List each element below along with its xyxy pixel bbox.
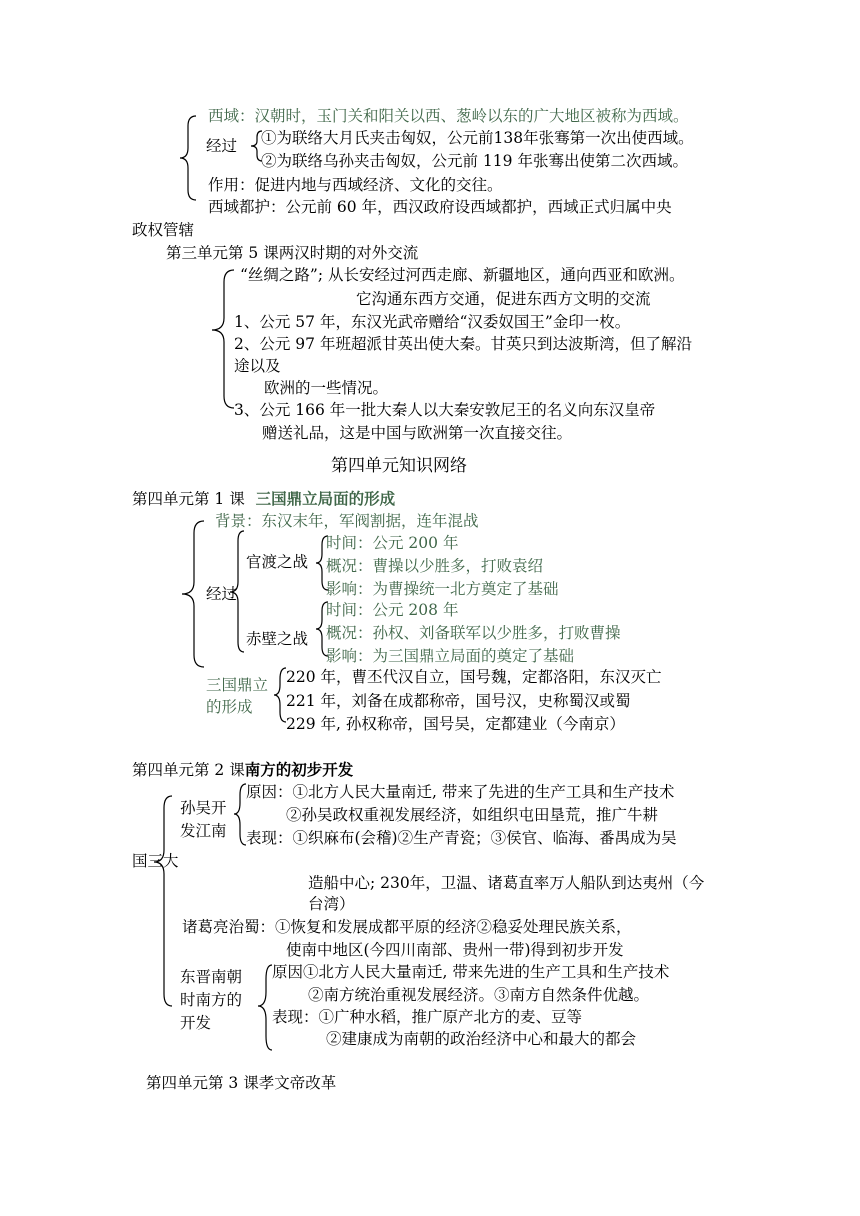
- lesson2-heading: [132, 760, 353, 780]
- lesson3-title: 第四单元第 3 课孝文帝改革: [146, 1074, 337, 1092]
- lesson2-title: 南方的初步开发: [244, 760, 354, 779]
- exchange-point-3-cont: 赠送礼品，这是中国与欧洲第一次直接交往。: [262, 424, 573, 442]
- guandu-impact: 影响：为曹操统一北方奠定了基础: [326, 580, 559, 598]
- silk-road-line2: 它沟通东西方交通，促进东西方文明的交流: [356, 290, 651, 308]
- lesson1-prefix: 第四单元第 1 课: [132, 490, 245, 508]
- sunwu-label-a: 孙吴开: [180, 799, 227, 817]
- lesson-title-3-5: 第三单元第 5 课两汉时期的对外交流: [166, 244, 419, 262]
- sunwu-reason-2: ②孙吴政权重视发展经济，如组织屯田垦荒，推广牛耕: [286, 806, 659, 824]
- l1-beijing: 背景：东汉末年，军阀割据，连年混战: [215, 512, 479, 530]
- dongjin-performance-1: 表现：①广种水稻，推广原产北方的麦、豆等: [272, 1008, 583, 1026]
- sunwu-performance: 表现：①织麻布(会稽)②生产青瓷；③侯官、临海、番禺成为吴: [246, 829, 677, 847]
- shipbuilding-line2: 台湾）: [308, 895, 355, 913]
- sunwu-reason-1: 原因：①北方人民大量南迁, 带来了先进的生产工具和生产技术: [246, 783, 675, 801]
- sanguo-fragment: 国三大: [132, 852, 179, 870]
- dongjin-reason-1: 原因①北方人民大量南迁, 带来先进的生产工具和生产技术: [272, 963, 670, 981]
- xiyu-jingguo-label: 经过: [206, 137, 238, 155]
- xiyu-duhu-cont: 政权管辖: [132, 221, 195, 239]
- sunwu-label-b: 发江南: [180, 822, 227, 840]
- formation-shu: 221 年，刘备在成都称帝，国号汉，史称蜀汉或蜀: [286, 692, 631, 710]
- formation-wei: 220 年，曹丕代汉自立，国号魏，定都洛阳，东汉灭亡: [286, 668, 662, 686]
- guandu-overview: 概况：曹操以少胜多，打败袁绍: [326, 557, 544, 575]
- unit4-title: 第四单元知识网络: [331, 456, 467, 476]
- zhuge-liang-line2: 使南中地区(今四川南部、贵州一带)得到初步开发: [286, 941, 624, 959]
- brace-sunwu: [234, 784, 246, 845]
- formation-label-b: 的形成: [206, 698, 253, 716]
- guandu-label: 官渡之战: [246, 553, 309, 571]
- dongjin-reason-2: ②南方统治重视发展经济。③南方自然条件优越。: [308, 986, 650, 1004]
- brace-dongjin: [258, 965, 272, 1050]
- dongjin-performance-2: ②建康成为南朝的政治经济中心和最大的都会: [326, 1030, 637, 1048]
- brace-l2-main: [154, 796, 172, 1006]
- exchange-point-3: 3、公元 166 年一批大秦人以大秦安敦尼王的名义向东汉皇帝: [234, 401, 656, 419]
- lesson1-title: 三国鼎立局面的形成: [255, 489, 396, 508]
- brace-xiyu: [180, 116, 196, 200]
- brace-silk: [212, 270, 234, 408]
- formation-wu: 229 年, 孙权称帝，国号吴，定都建业（今南京）: [286, 715, 625, 733]
- chibi-impact: 影响：为三国鼎立局面的奠定了基础: [326, 647, 575, 665]
- xiyu-definition: 西域：汉朝时，玉门关和阳关以西、葱岭以东的广大地区被称为西域。: [208, 107, 689, 125]
- dongjin-label-a: 东晋南朝: [180, 968, 243, 986]
- chibi-overview: 概况：孙权、刘备联军以少胜多，打败曹操: [326, 624, 621, 642]
- chibi-label: 赤壁之战: [246, 630, 309, 648]
- guandu-time: 时间：公元 200 年: [326, 534, 459, 552]
- zhuge-liang-line1: 诸葛亮治蜀：①恢复和发展成都平原的经济②稳妥处理民族关系，: [182, 918, 632, 936]
- dongjin-label-c: 开发: [180, 1014, 212, 1032]
- chibi-time: 时间：公元 208 年: [326, 601, 459, 619]
- zhangqian-second-mission: ②为联络乌孙夹击匈奴，公元前 119 年张骞出使第二次西域。: [261, 152, 688, 170]
- brace-formation: [274, 668, 286, 722]
- exchange-point-2: 2、公元 97 年班超派甘英出使大秦。甘英只到达波斯湾，但了解沿: [234, 335, 692, 353]
- formation-label-a: 三国鼎立: [206, 676, 269, 694]
- exchange-point-1: 1、公元 57 年，东汉光武帝赠给“汉委奴国王”金印一枚。: [234, 313, 631, 331]
- brace-l1-main: [182, 521, 204, 667]
- xiyu-zuoyong: 作用：促进内地与西域经济、文化的交往。: [208, 176, 503, 194]
- shipbuilding-line1: 造船中心; 230年，卫温、诸葛直率万人船队到达夷州（今: [308, 874, 705, 892]
- silk-road-line1: “丝绸之路”; 从长安经过河西走廊、新疆地区，通向西亚和欧洲。: [240, 266, 685, 284]
- lesson2-prefix: 第四单元第 2 课: [132, 761, 245, 779]
- lesson1-heading: [132, 489, 395, 509]
- exchange-point-2-cont2: 欧洲的一些情况。: [264, 379, 389, 397]
- l1-jingguo-label: 经过: [206, 585, 238, 603]
- dongjin-label-b: 时南方的: [180, 991, 243, 1009]
- zhangqian-first-mission: ①为联络大月氏夹击匈奴，公元前138年张骞第一次出使西域。: [261, 129, 694, 147]
- exchange-point-2-cont: 途以及: [234, 357, 281, 375]
- xiyu-duhu: 西域都护：公元前 60 年，西汉政府设西域都护，西域正式归属中央: [208, 198, 672, 216]
